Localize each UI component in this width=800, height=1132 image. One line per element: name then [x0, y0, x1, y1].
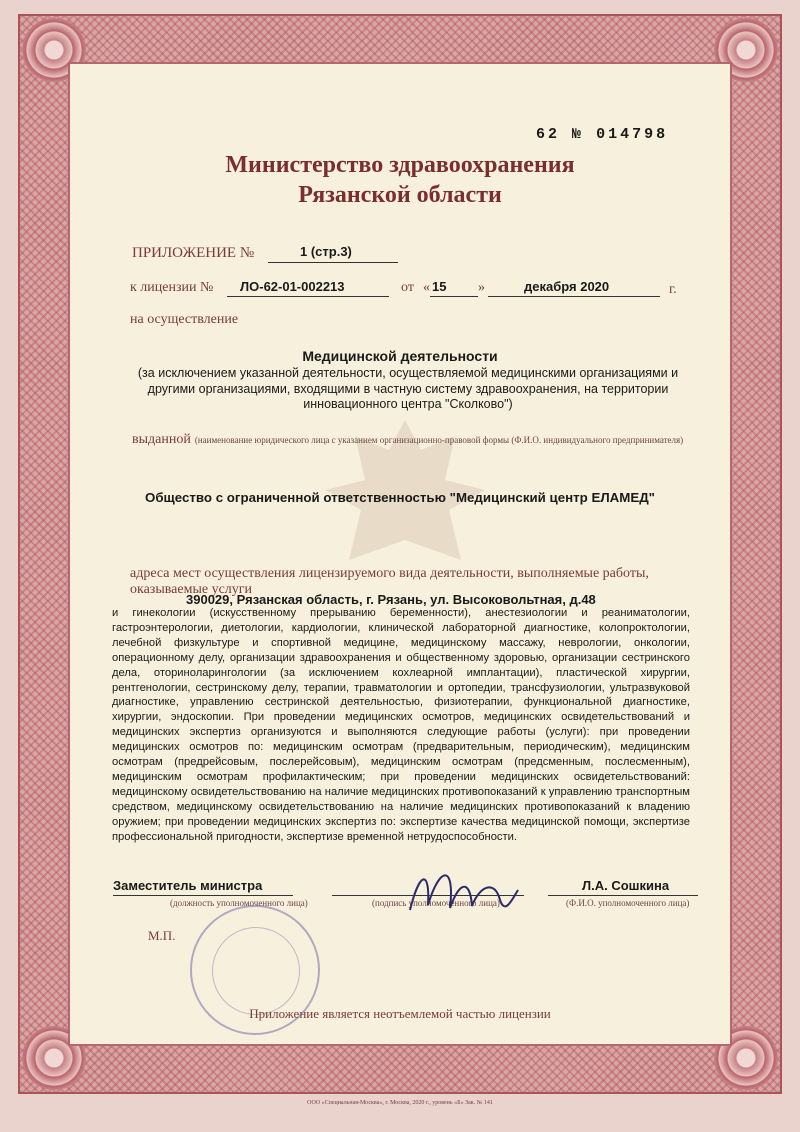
- license-underline: [227, 296, 389, 297]
- signer-name: Л.А. Сошкина: [582, 878, 670, 893]
- name-underline: [548, 895, 698, 896]
- position-caption: (должность уполномоченного лица): [170, 898, 308, 908]
- seal-place-label: М.П.: [148, 928, 176, 943]
- printer-imprint: ООО «Специальная-Москва», г. Москва, 2020 г., уровень «Б» Зак. № 141: [307, 1100, 493, 1106]
- handwritten-signature: [400, 860, 520, 920]
- date-from-label: от: [401, 280, 414, 295]
- license-month-year: декабря 2020: [524, 279, 610, 294]
- activity-label: на осуществление: [130, 312, 239, 327]
- signer-position: Заместитель министра: [113, 878, 263, 893]
- addresses-label: адреса мест осуществления лицензируемого вида деятельности, выполняемые работы, оказываемые услуги: [130, 566, 649, 597]
- issued-to-line: выданной (наименование юридического лица с указанием организационно-правовой формы (Ф.И.О. индивидуального предпринимателя): [132, 432, 684, 447]
- year-abbrev: г.: [669, 282, 677, 297]
- month-underline: [488, 296, 660, 297]
- license-day: 15: [432, 279, 447, 294]
- license-number: ЛО-62-01-002213: [240, 279, 345, 294]
- position-underline: [113, 895, 293, 896]
- ministry-title-line2: Рязанской области: [298, 182, 502, 208]
- appendix-number: 1 (стр.3): [300, 244, 352, 259]
- footer-note: Приложение является неотъемлемой частью лицензии: [249, 1006, 551, 1021]
- quote-open: «: [423, 280, 430, 295]
- activity-name: Медицинской деятельности: [302, 348, 498, 364]
- name-caption: (Ф.И.О. уполномоченного лица): [566, 898, 690, 908]
- day-underline: [430, 296, 478, 297]
- signature-caption: (подпись уполномоченного лица): [372, 898, 500, 908]
- activity-exclusion: (за исключением указанной деятельности, осуществляемой медицинскими организациями и другими организациями, входящими в частную систему здравоохранения, на территории инновационного центра "Сколково"): [137, 366, 679, 411]
- serial-number: 62 № 014798: [536, 126, 669, 143]
- appendix-underline: [268, 262, 398, 263]
- services-list: и гинекологии (искусственному прерыванию беременности), анестезиологии и реаниматологии, гастроэнтерологии, диетологии, кардиологии, клинической лабораторной диагностике, колопроктологии, лечебной физкультуре и спортивной медицине, медицинскому массажу, неврологии, онкологии, операционному делу, организации здравоохранения и общественному здоровью, организации сестринского дела, оториноларингологии (за исключением кохлеарной имплантации), пластической хирургии, рентгенологии, сестринскому делу, терапии, травматологии и ортопедии, трансфузиологии, ультразвуковой диагностике, управлению сестринской деятельностью, физиотерапии, функциональной диагностике, хирургии, эндоскопии. При проведении медицинских осмотров, медицинских освидетельствований и медицинских экспертиз организуются и выполняются следующие работы (услуги): при проведении медицинских осмотров по: медицинским осмотрам (предварительным, периодическим), медицинским осмотрам (предрейсовым, послерейсовым), медицинским осмотрам (предсменным, послесменным), медицинским осмотрам профилактическим; при проведении медицинских освидетельствований: медицинскому освидетельствованию на наличие медицинских противопоказаний к управлению транспортным средством, медицинскому освидетельствованию на наличие медицинских противопоказаний к владению оружием; при проведении медицинских экспертиз по: экспертизе качества медицинской помощи, экспертизе профессиональной пригодности, экспертизе временной нетрудоспособности.: [112, 607, 690, 843]
- quote-close: »: [478, 280, 485, 295]
- organization-name: Общество с ограниченной ответственностью "Медицинский центр ЕЛАМЕД": [145, 490, 655, 505]
- address-value: 390029, Рязанская область, г. Рязань, ул. Высоковольтная, д.48: [186, 592, 596, 607]
- license-label: к лицензии №: [130, 280, 214, 295]
- ministry-title-line1: Министерство здравоохранения: [225, 152, 575, 178]
- appendix-label: ПРИЛОЖЕНИЕ №: [132, 245, 255, 261]
